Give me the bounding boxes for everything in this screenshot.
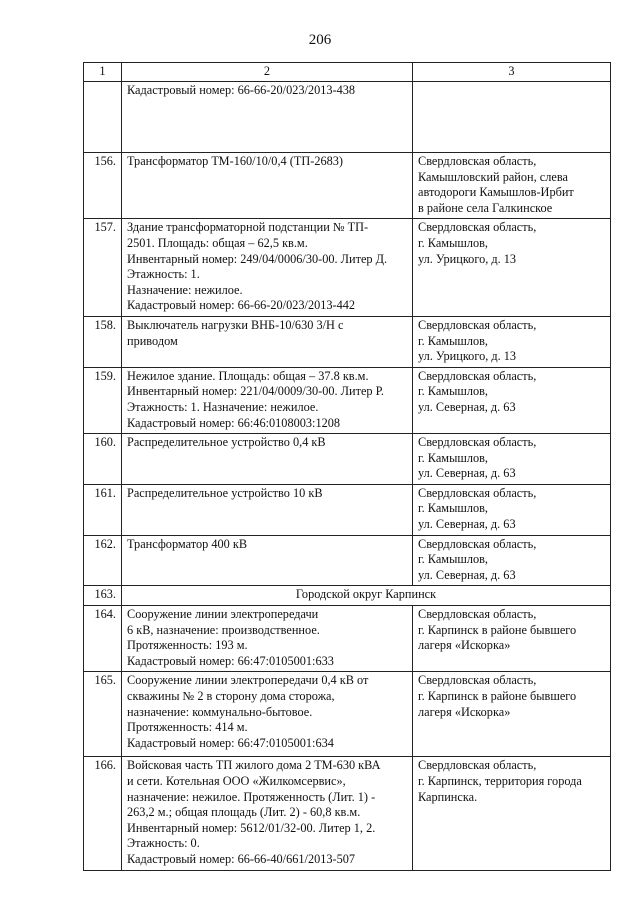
address-line: ул. Урицкого, д. 13 [418, 251, 517, 266]
description-line: назначение: нежилое. Протяженность (Лит. 1) - [127, 789, 376, 804]
row-number: 160. [84, 434, 122, 485]
object-description [122, 535, 413, 586]
object-description [122, 606, 413, 672]
address-line: г. Камышлов, [418, 501, 488, 516]
description-line: Этажность: 0. [127, 836, 200, 851]
description-line: Трансформатор 400 кВ [127, 536, 248, 551]
object-address [413, 153, 611, 219]
object-description [122, 672, 413, 757]
address-line: г. Карпинск в районе бывшего [418, 622, 577, 637]
description-line: Трансформатор ТМ-160/10/0,4 (ТП-2683) [127, 154, 344, 168]
address-line: ул. Северная, д. 63 [418, 466, 516, 481]
header-cell-address: 3 [413, 63, 611, 82]
description-line: Кадастровый номер: 66:47:0105001:634 [127, 735, 334, 750]
row-number: 163. [84, 586, 122, 606]
description-line: Кадастровый номер: 66:46:0108003:1208 [127, 415, 341, 430]
row-number [84, 82, 122, 153]
address-line: г. Камышлов, [418, 333, 488, 348]
address-line: лагеря «Искорка» [418, 704, 511, 719]
address-line: ул. Урицкого, д. 13 [418, 349, 517, 364]
object-description [122, 316, 413, 367]
table-row [84, 535, 611, 586]
description-line: Распределительное устройство 10 кВ [127, 485, 323, 500]
address-line: Свердловская область, [418, 673, 537, 688]
object-description [122, 153, 413, 219]
address-line: Свердловская область, [418, 154, 537, 168]
description-line: Кадастровый номер: 66-66-40/661/2013-507 [127, 851, 356, 866]
address-line: Камышловский район, слева [418, 169, 568, 184]
description-line: Кадастровый номер: 66:47:0105001:633 [127, 653, 334, 668]
table-row [84, 153, 611, 219]
object-description [122, 367, 413, 433]
description-line: 6 кВ, назначение: производственное. [127, 622, 320, 637]
description-line: 263,2 м.; общая площадь (Лит. 2) - 60,8 кв.м. [127, 805, 361, 820]
section-title: Городской округ Карпинск [122, 586, 611, 606]
row-number: 156. [84, 153, 122, 219]
table-row [84, 606, 611, 672]
table-row [84, 367, 611, 433]
description-line: Протяженность: 193 м. [127, 638, 248, 653]
row-number: 159. [84, 367, 122, 433]
row-number: 162. [84, 535, 122, 586]
description-line: и сети. Котельная ООО «Жилкомсервис», [127, 774, 346, 788]
object-address [413, 535, 611, 586]
description-line: Нежилое здание. Площадь: общая – 37.8 кв.м. [127, 368, 369, 383]
address-line: г. Камышлов, [418, 450, 488, 465]
table-row [84, 484, 611, 535]
address-line: Свердловская область, [418, 607, 537, 622]
object-description [122, 434, 413, 485]
object-description [122, 757, 413, 871]
description-line: Инвентарный номер: 221/04/0009/30-00. Литер Р. [127, 384, 385, 399]
object-address [413, 434, 611, 485]
header-cell-name: 2 [122, 63, 413, 82]
property-registry-table [83, 62, 611, 871]
object-address [413, 606, 611, 672]
description-line: Сооружение линии электропередачи 0,4 кВ от [127, 673, 369, 688]
address-line: Свердловская область, [418, 317, 537, 332]
description-line: Выключатель нагрузки ВНБ-10/630 3/Н с [127, 317, 344, 332]
address-line: ул. Северная, д. 63 [418, 567, 516, 582]
object-address [413, 757, 611, 871]
table-row [84, 316, 611, 367]
page-number: 206 [308, 32, 332, 48]
description-line: Кадастровый номер: 66-66-20/023/2013-438 [127, 83, 356, 97]
table-row [84, 82, 611, 153]
address-line: ул. Северная, д. 63 [418, 399, 516, 414]
address-line: г. Камышлов, [418, 384, 488, 399]
description-line: Этажность: 1. [127, 267, 200, 282]
description-line: назначение: коммунально-бытовое. [127, 704, 313, 719]
object-address [413, 316, 611, 367]
section-row [84, 586, 611, 606]
row-number: 158. [84, 316, 122, 367]
description-line: Здание трансформаторной подстанции № ТП- [127, 220, 369, 235]
address-line: г. Камышлов, [418, 235, 488, 250]
header-cell-number: 1 [84, 63, 122, 82]
object-address [413, 672, 611, 757]
object-description [122, 484, 413, 535]
row-number: 166. [84, 757, 122, 871]
address-line: г. Карпинск в районе бывшего [418, 689, 577, 703]
address-line: автодороги Камышлов-Ирбит [418, 185, 574, 200]
address-line: в районе села Галкинское [418, 200, 553, 215]
object-address [413, 219, 611, 317]
address-line: Карпинска. [418, 789, 478, 804]
table-row [84, 434, 611, 485]
row-number: 157. [84, 219, 122, 317]
address-line: г. Карпинск, территория города [418, 774, 582, 788]
address-line: Свердловская область, [418, 435, 537, 450]
table-row [84, 672, 611, 757]
description-line: Назначение: нежилое. [127, 282, 243, 297]
address-line: Свердловская область, [418, 220, 537, 235]
description-line: 2501. Площадь: общая – 62,5 кв.м. [127, 235, 308, 250]
description-line: Этажность: 1. Назначение: нежилое. [127, 399, 319, 414]
row-number: 161. [84, 484, 122, 535]
row-number: 164. [84, 606, 122, 672]
description-line: Кадастровый номер: 66-66-20/023/2013-442 [127, 298, 356, 313]
address-line: Свердловская область, [418, 536, 537, 551]
address-line: г. Камышлов, [418, 552, 488, 567]
description-line: Сооружение линии электропередачи [127, 607, 319, 622]
address-line: лагеря «Искорка» [418, 638, 511, 653]
description-line: Инвентарный номер: 5612/01/32-00. Литер 1, 2. [127, 820, 376, 835]
object-description [122, 219, 413, 317]
description-line: приводом [127, 333, 178, 348]
table-row [84, 757, 611, 871]
description-line: скважины № 2 в сторону дома сторожа, [127, 689, 335, 703]
description-line: Протяженность: 414 м. [127, 720, 248, 735]
object-address [413, 367, 611, 433]
address-line: Свердловская область, [418, 368, 537, 383]
table-row [84, 219, 611, 317]
description-line: Войсковая часть ТП жилого дома 2 ТМ-630 кВА [127, 758, 381, 773]
description-line: Инвентарный номер: 249/04/0006/30-00. Литер Д. [127, 251, 388, 266]
table-header-row [84, 63, 611, 82]
object-address [413, 82, 611, 153]
description-line: Распределительное устройство 0,4 кВ [127, 435, 326, 450]
object-address [413, 484, 611, 535]
address-line: ул. Северная, д. 63 [418, 517, 516, 532]
address-line: Свердловская область, [418, 485, 537, 500]
address-line: Свердловская область, [418, 758, 537, 773]
row-number: 165. [84, 672, 122, 757]
object-description [122, 82, 413, 153]
